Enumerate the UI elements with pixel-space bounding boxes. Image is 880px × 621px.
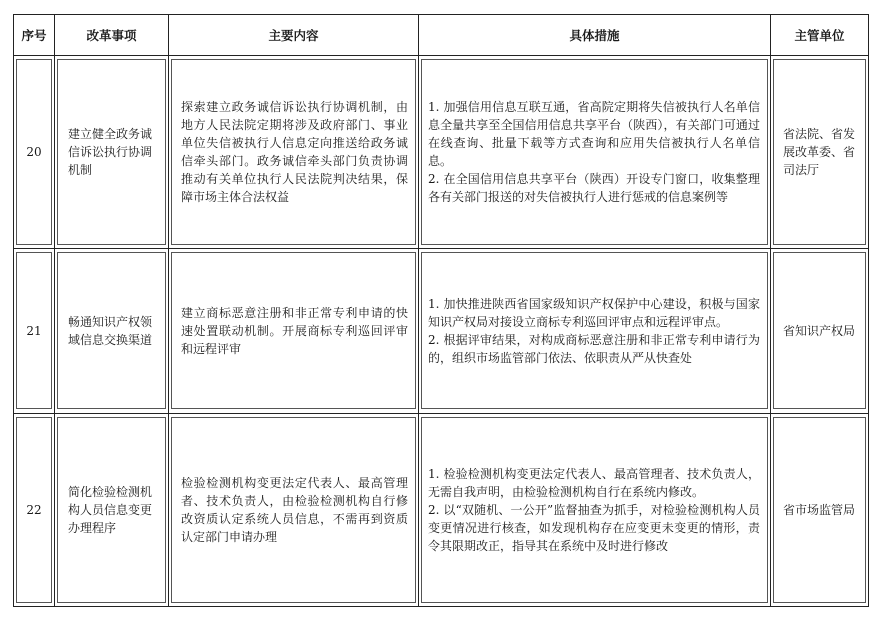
reform-item: 简化检验检测机构人员信息变更办理程序 bbox=[57, 417, 166, 603]
header-unit: 主管单位 bbox=[771, 15, 869, 56]
reform-table bbox=[13, 14, 869, 607]
measure-item: 1. 检验检测机构变更法定代表人、最高管理者、技术负责人，无需自我声明，由检验检测机构自行在系统内修改。 bbox=[428, 466, 760, 499]
measure-item: 2. 根据评审结果，对构成商标恶意注册和非正常专利申请行为的，组织市场监管部门依法、依职责从严从快查处 bbox=[428, 332, 760, 365]
header-seq: 序号 bbox=[14, 15, 55, 56]
header-content: 主要内容 bbox=[169, 15, 419, 56]
table-row bbox=[14, 249, 869, 413]
header-item: 改革事项 bbox=[55, 15, 169, 56]
responsible-unit: 省市场监管局 bbox=[773, 417, 866, 603]
measure-item: 1. 加快推进陕西省国家级知识产权保护中心建设，积极与国家知识产权局对接设立商标专利巡回评审点和远程评审点。 bbox=[428, 296, 760, 329]
measures-list bbox=[421, 252, 768, 409]
responsible-unit: 省知识产权局 bbox=[773, 252, 866, 409]
measure-item: 2. 在全国信用信息共享平台（陕西）开设专门窗口，收集整理各有关部门报送的对失信被执行人进行惩戒的信息案例等 bbox=[428, 172, 760, 205]
measure-item: 1. 加强信用信息互联互通，省高院定期将失信被执行人名单信息全量共享至全国信用信息共享平台（陕西），有关部门可通过在线查询、批量下载等方式查询和应用失信被执行人名单信息。 bbox=[428, 100, 760, 169]
reform-item: 畅通知识产权领域信息交换渠道 bbox=[57, 252, 166, 409]
item-cell bbox=[55, 249, 169, 413]
item-cell bbox=[55, 413, 169, 606]
header-row bbox=[14, 15, 869, 56]
unit-cell bbox=[771, 413, 869, 606]
main-content: 探索建立政务诚信诉讼执行协调机制，由地方人民法院定期将涉及政府部门、事业单位失信被执行人信息定向推送给政务诚信牵头部门。政务诚信牵头部门负责协调推动有关单位执行人民法院判决结果，保障市场主体合法权益 bbox=[171, 59, 416, 245]
unit-cell bbox=[771, 249, 869, 413]
seq-cell bbox=[14, 56, 55, 249]
seq-cell bbox=[14, 249, 55, 413]
content-cell bbox=[169, 249, 419, 413]
item-cell bbox=[55, 56, 169, 249]
reform-item: 建立健全政务诚信诉讼执行协调机制 bbox=[57, 59, 166, 245]
row-number: 22 bbox=[16, 417, 52, 603]
unit-cell bbox=[771, 56, 869, 249]
seq-cell bbox=[14, 413, 55, 606]
measures-cell bbox=[419, 249, 771, 413]
content-cell bbox=[169, 56, 419, 249]
row-number: 21 bbox=[16, 252, 52, 409]
row-number: 20 bbox=[16, 59, 52, 245]
responsible-unit: 省法院、省发展改革委、省司法厅 bbox=[773, 59, 866, 245]
table-row bbox=[14, 413, 869, 606]
measure-item: 2. 以“双随机、一公开”监督抽查为抓手，对检验检测机构人员变更情况进行核查，如发现机构存在应变更未变更的情形，责令其限期改正，指导其在系统中及时进行修改 bbox=[428, 502, 760, 553]
header-measures: 具体措施 bbox=[419, 15, 771, 56]
main-content: 建立商标恶意注册和非正常专利申请的快速处置联动机制。开展商标专利巡回评审和远程评审 bbox=[171, 252, 416, 409]
measures-cell bbox=[419, 413, 771, 606]
table-row bbox=[14, 56, 869, 249]
measures-list bbox=[421, 417, 768, 603]
measures-list bbox=[421, 59, 768, 245]
main-content: 检验检测机构变更法定代表人、最高管理者、技术负责人，由检验检测机构自行修改资质认定系统人员信息，不需再到资质认定部门申请办理 bbox=[171, 417, 416, 603]
measures-cell bbox=[419, 56, 771, 249]
content-cell bbox=[169, 413, 419, 606]
